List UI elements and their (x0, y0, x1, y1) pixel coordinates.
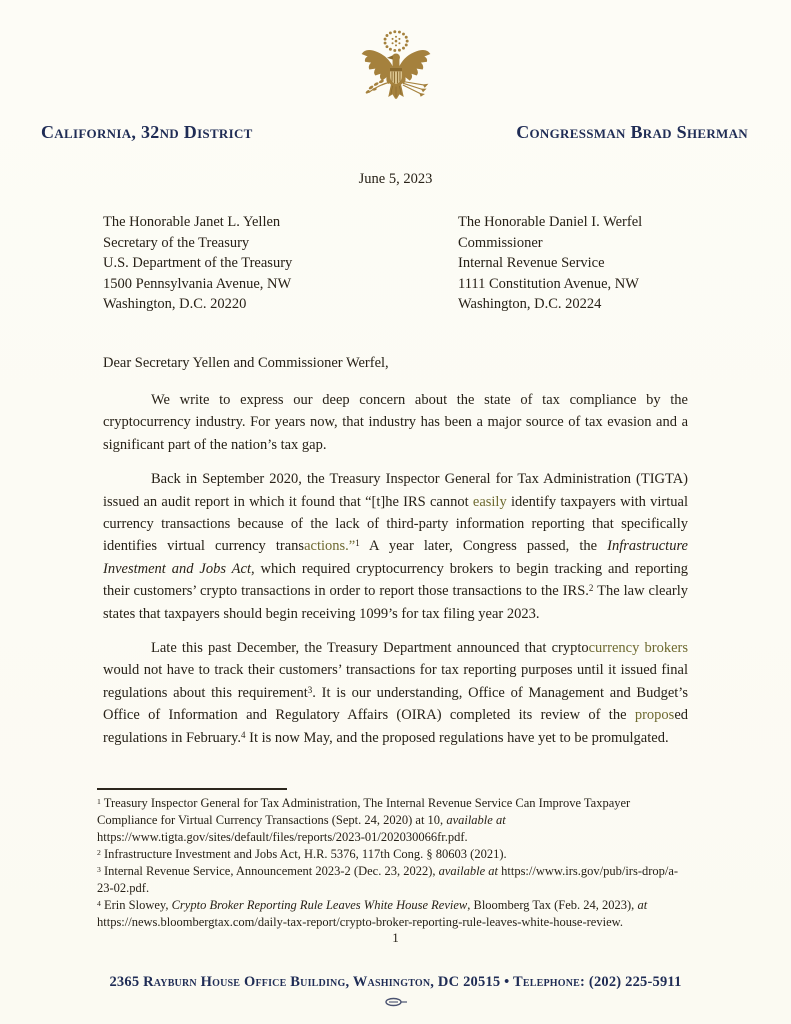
footer-contact-line: 2365 Rayburn House Office Building, Washington, DC 20515 • Telephone: (202) 225-5911 (109, 974, 682, 990)
recipient-line: The Honorable Janet L. Yellen (103, 214, 281, 230)
recipient-line: Washington, D.C. 20220 (103, 296, 247, 313)
recipient-line: 1111 Constitution Avenue, NW (458, 275, 639, 292)
body-paragraph-2: Back in September 2020, the Treasury Inspector General for Tax Administration (TIGTA) issued an audit report in which it found that “[t]he IRS cannot easily identify taxpayers with virtual currency transactions because of the lack of third-party information reporting that specifically identifies virtual currency transactions.”$^1$ A year later, Congress passed, the Infrastructure Investment and Jobs Act, which required cryptocurrency brokers to begin tracking and reporting their customers’ crypto transactions in order to report those transactions to the IRS.$^2$ The law clearly states that taxpayers should begin receiving 1099’s for tax filing year 2023. (103, 471, 689, 622)
great-seal-eagle-icon (353, 28, 439, 135)
recipient-line: Commissioner (458, 234, 543, 251)
salutation: Dear Secretary Yellen and Commissioner Werfel, (103, 355, 389, 371)
footnote-4: $^4$ Erin Slowey, Crypto Broker Reporting Rule Leaves White House Review, Bloomberg Tax (Feb. 24, 2023), at https://news.bloombergtax.com/daily-tax-report/crypto-broker-reporting-rule-leaves-white-house-review. (97, 898, 648, 929)
footnotes-section (97, 788, 688, 931)
body-paragraph-3: Late this past December, the Treasury Department announced that cryptocurrency brokers would not have to track their customers’ transactions for tax reporting purposes until it issued final regulations about this requirement$^3$. It is our understanding, Office of Management and Budget’s Office of Information and Regulatory Affairs (OIRA) completed its review of the proposed regulations in February.$^4$ It is now May, and the proposed regulations have yet to be promulgated. (103, 640, 688, 746)
letter-body (103, 389, 688, 761)
recipient-line: U.S. Department of the Treasury (103, 255, 293, 272)
footnote-2: $^2$ Infrastructure Investment and Jobs Act, H.R. 5376, 117th Cong. § 80603 (2021). (97, 847, 507, 861)
recipient-line: Washington, D.C. 20224 (458, 296, 602, 313)
recipient-block-werfel (458, 212, 731, 315)
recipient-line: 1500 Pennsylvania Avenue, NW (103, 275, 292, 292)
union-bug-icon (384, 997, 408, 1007)
page-number: 1 (392, 930, 399, 945)
recipient-block-yellen (103, 212, 458, 315)
body-paragraph-1: We write to express our deep concern about the state of tax compliance by the cryptocurrency industry. For years now, that industry has been a major source of tax evasion and a significant part of the nation’s tax gap. (103, 392, 688, 453)
recipient-line: Internal Revenue Service (458, 255, 605, 272)
recipient-blocks (103, 212, 731, 315)
letterhead-district: California, 32nd District (41, 122, 253, 142)
letterhead-congressman: Congressman Brad Sherman (516, 122, 748, 142)
footnote-1: $^1$ Treasury Inspector General for Tax Administration, The Internal Revenue Service Can Improve Taxpayer Compliance for Virtual Currency Transactions (Sept. 24, 2020) at 10, available at https://www.tigta.gov/sites/default/files/reports/2023-01/202030066fr.pdf. (97, 796, 631, 844)
date-line: June 5, 2023 (358, 171, 433, 187)
footnote-3: $^3$ Internal Revenue Service, Announcement 2023-2 (Dec. 23, 2022), available at https://www.irs.gov/pub/irs-drop/a-23-02.pdf. (97, 864, 679, 895)
recipient-line: Secretary of the Treasury (103, 234, 250, 251)
letterhead (41, 122, 748, 143)
footnote-divider (97, 788, 287, 790)
recipient-line: The Honorable Daniel I. Werfel (458, 214, 643, 230)
